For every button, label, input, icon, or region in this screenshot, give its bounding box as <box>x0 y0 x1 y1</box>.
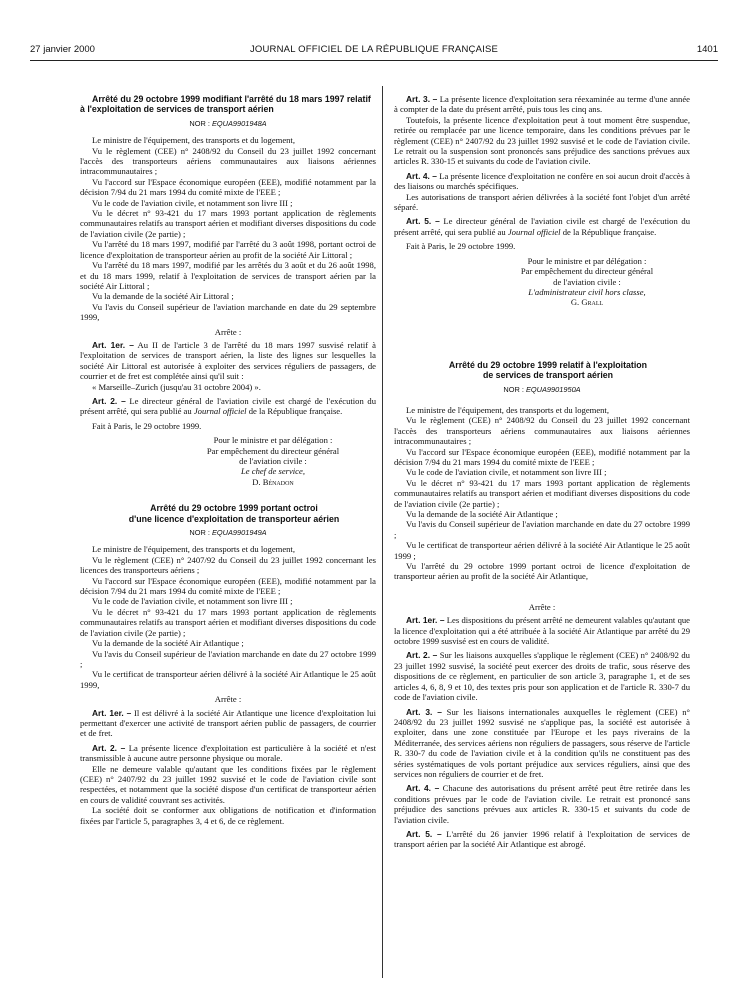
nor-reference: NOR : EQUA9901948A <box>189 118 267 128</box>
article-3: Art. 3. – La présente licence d'exploitation sera réexaminée au terme d'une année à compter de la date du présent arrêté, puis tous les cinq ans. <box>394 94 690 115</box>
paragraph: Vu l'accord sur l'Espace économique européen (EEE), modifié notamment par la décision 7/94 du 21 mars 1994 du comité mixte de l'EEE ; <box>80 575 376 597</box>
decree-services-air-atlantique <box>394 360 690 850</box>
done-at: Fait à Paris, le 29 octobre 1999. <box>406 241 516 252</box>
done-at: Fait à Paris, le 29 octobre 1999. <box>92 420 202 431</box>
article-5: Art. 5. – Le directeur général de l'aviation civile est chargé de l'exécution du présent arrêté, qui sera publié au Journal officiel de la République française. <box>394 216 690 237</box>
decree-air-littoral <box>80 94 376 487</box>
paragraph: Vu l'arrêté du 18 mars 1997, modifié par l'arrêté du 3 août 1998, portant octroi de licence d'exploitation de transporteur aérien au profit de la société Air Littoral ; <box>80 239 376 260</box>
page-number: 1401 <box>696 44 718 55</box>
paragraph: Vu l'accord sur l'Espace économique européen (EEE), modifié notamment par la décision 7/94 du 21 mars 1994 du comité mixte de l'EEE ; <box>394 446 690 467</box>
paragraph: La société doit se conformer aux obligations de notification et d'information fixées par l'article 5, paragraphes 3, 4 et 6, de ce règlement. <box>80 805 376 826</box>
nor-reference: NOR : EQUA9901949A <box>189 528 267 538</box>
left-column <box>80 94 376 826</box>
decree-title-line-2: de services de transport aérien <box>482 370 614 381</box>
signatory-name: G. Grall <box>570 297 604 308</box>
signature-line: Pour le ministre et par délégation : <box>527 255 647 266</box>
paragraph: Vu l'avis du Conseil supérieur de l'aviation marchande en date du 27 octobre 1999 ; <box>394 519 690 540</box>
journal-title: JOURNAL OFFICIEL DE LA RÉPUBLIQUE FRANÇAISE <box>249 44 499 55</box>
decree-licence-air-atlantique <box>80 503 376 826</box>
decree-title-line-2: d'une licence d'exploitation de transporteur aérien <box>128 513 340 524</box>
paragraph: Vu l'avis du Conseil supérieur de l'aviation marchande en date du 29 septembre 1999, <box>80 301 376 323</box>
header-rule <box>30 60 718 61</box>
signature-line: de l'aviation civile : <box>239 456 307 466</box>
decree-title: Arrêté du 29 octobre 1999 modifiant l'arrêté du 18 mars 1997 relatif à l'exploitation de services de transport aérien <box>80 94 371 115</box>
paragraph: Vu le décret n° 93-421 du 17 mars 1993 portant application de règlements communautaires relatifs au transport aérien et modifiant diverses dispositions du code de l'aviation civile (2e partie) ; <box>80 606 376 638</box>
paragraph: Vu le règlement (CEE) n° 2408/92 du Conseil du 23 juillet 1992 concernant l'accès des transporteurs aériens communautaires aux liaisons aériennes intracommunautaires ; <box>80 145 376 177</box>
page-header <box>30 44 718 58</box>
signature-title: Le chef de service, <box>241 466 305 477</box>
signatory-name: D. Bénadon <box>252 476 294 487</box>
signature-line: de l'aviation civile : <box>553 276 621 287</box>
article-4: Art. 4. – Chacune des autorisations du présent arrêté peut être retirée dans les conditions prévues par le code de l'aviation civile. Le retrait est prononcé sans préjudice des sanctions prévues aux articles R. 330-15 et suivants du code de l'aviation civile. <box>394 783 690 825</box>
article-5: Art. 5. – L'arrêté du 26 janvier 1996 relatif à l'exploitation de services de transport aérien par la société Air Atlantique est abrogé. <box>394 828 690 850</box>
column-divider <box>382 86 383 978</box>
signature-line: Par empêchement du directeur général <box>520 266 654 277</box>
article-2: Art. 2. – Le directeur général de l'aviation civile est chargé de l'exécution du présent arrêté, qui sera publié au Journal officiel de la République française. <box>80 395 376 417</box>
arrete-label: Arrête : <box>214 694 242 705</box>
decree-title: Arrêté du 29 octobre 1999 portant octroi <box>150 503 318 514</box>
paragraph: Vu le certificat de transporteur aérien délivré à la société Air Atlantique le 25 août 1999 ; <box>394 540 690 561</box>
paragraph: Vu l'arrêté du 29 octobre 1999 portant octroi de licence d'exploitation de transporteur aérien au profit de la société Air Atlantique, <box>394 561 690 582</box>
arrete-label: Arrête : <box>528 601 556 612</box>
paragraph: Toutefois, la présente licence d'exploitation peut à tout moment être suspendue, retirée ou remplacée par une licence temporaire, dans les conditions prévues par le règlement (CEE) n° 2407/92 du 23 juillet 1992 susvisé et le code de l'aviation civile. Le retrait ou la suspension sont prononcés sans préjudice des sanctions prévues aux articles R. 330-15 et suivants du code de l'aviation civile. <box>394 114 690 167</box>
paragraph: Vu le code de l'aviation civile, et notamment son livre III ; <box>92 197 293 208</box>
article-3: Art. 3. – Sur les liaisons internationales auxquelles le règlement (CEE) n° 2408/92 du 23 juillet 1992 susvisé ne s'applique pas, la société est autorisée à exploiter, dans une zone constituée par l'Europe et les pays riverains de la Méditerranée, des services aériens non réguliers de passagers, sous réserve de l'article R. 330-7 du code de l'aviation civile et à la condition qu'ils ne constituent pas des séries systématiques de vols portant préjudice aux services réguliers, ainsi que des services non réguliers de courrier et de fret. <box>394 706 690 779</box>
paragraph: Vu le code de l'aviation civile, et notamment son livre III ; <box>406 467 607 478</box>
article-1: Art. 1er. – Il est délivré à la société Air Atlantique une licence d'exploitation lui permettant d'exercer une activité de transport aérien public de passagers, de courrier et de fret. <box>80 707 376 739</box>
paragraph: Vu le certificat de transporteur aérien délivré à la société Air Atlantique le 25 août 1999, <box>80 669 376 690</box>
paragraph: Vu le décret n° 93-421 du 17 mars 1993 portant application de règlements communautaires relatifs au transport aérien et modifiant diverses dispositions du code de l'aviation civile (2e partie) ; <box>80 208 376 239</box>
paragraph: Vu le décret n° 93-421 du 17 mars 1993 portant application de règlements communautaires relatifs au transport aérien et modifiant diverses dispositions du code de l'aviation civile (2e partie) ; <box>394 477 690 509</box>
paragraph: Le ministre de l'équipement, des transports et du logement, <box>92 544 295 555</box>
signature-line: Pour le ministre et par délégation : <box>213 435 333 446</box>
nor-reference: NOR : EQUA9901950A <box>503 384 581 394</box>
article-4: Art. 4. – La présente licence d'exploitation ne confère en soi aucun droit d'accès à des liaisons ou marchés spécifiques. <box>394 170 690 192</box>
paragraph: « Marseille–Zurich (jusqu'au 31 octobre 2004) ». <box>92 381 261 392</box>
paragraph: Les autorisations de transport aérien délivrées à la société font l'objet d'un arrêté séparé. <box>394 191 690 213</box>
decree-licence-continued <box>394 94 690 308</box>
paragraph: Vu la demande de la société Air Atlantique ; <box>406 509 558 519</box>
arrete-label: Arrête : <box>214 326 242 337</box>
article-1: Art. 1er. – Les dispositions du présent arrêté ne demeurent valables qu'autant que la licence d'exploitation qui a été attribuée à la société Air Atlantique par arrêté du 29 octobre 1999 susvisé est en cours de validité. <box>394 615 690 647</box>
paragraph: Vu le code de l'aviation civile, et notamment son livre III ; <box>92 596 293 607</box>
article-2: Art. 2. – Sur les liaisons auxquelles s'applique le règlement (CEE) n° 2408/92 du 23 juillet 1992 susvisé, la société peut exercer des droits de trafic, sous réserve des dispositions de ce règlement, en particulier de son article 3, paragraphe 1, et de ses articles 4, 6, 8, 9 et 10, des textes pris pour son application et de l'article R. 330-7 du code de l'aviation civile. <box>394 650 690 703</box>
paragraph: Vu la demande de la société Air Littoral ; <box>92 291 234 302</box>
paragraph: Vu le règlement (CEE) n° 2408/92 du Conseil du 23 juillet 1992 concernant l'accès des transporteurs aériens communautaires aux liaisons aériennes intracommunautaires ; <box>394 415 690 447</box>
paragraph: Elle ne demeure valable qu'autant que les conditions fixées par le règlement (CEE) n° 2407/92 du 23 juillet 1992 susvisé et le code de l'aviation civile sont respectées, et notamment que la société dispose d'un certificat de transporteur aérien en cours de validité couvrant ses activités. <box>80 763 376 805</box>
article-2: Art. 2. – La présente licence d'exploitation est particulière à la société et n'est transmissible à aucune autre personne physique ou morale. <box>80 742 376 764</box>
paragraph: Vu l'accord sur l'Espace économique européen (EEE), modifié notamment par la décision 7/94 du 21 mars 1994 du comité mixte de l'EEE ; <box>80 176 376 198</box>
paragraph: Vu le règlement (CEE) n° 2407/92 du Conseil du 23 juillet 1992 concernant les licences des transporteurs aériens ; <box>80 554 376 576</box>
article-1: Art. 1er. – Au II de l'article 3 de l'arrêté du 18 mars 1997 susvisé relatif à l'exploitation de services de transport aérien, la liste des lignes sur lesquelles la société Air Littoral est autorisée à exploiter des services réguliers de passagers, de courrier et de fret est complétée ainsi qu'il suit : <box>80 339 376 382</box>
paragraph: Vu l'arrêté du 18 mars 1997, modifié par les arrêtés du 3 août et du 26 août 1998, et du 18 mars 1999, relatif à l'exploitation de services de transport aérien par la société Air Littoral ; <box>80 260 376 291</box>
signature-line: Par empêchement du directeur général <box>206 445 340 456</box>
right-column <box>394 94 690 850</box>
paragraph: Vu la demande de la société Air Atlantique ; <box>92 638 244 649</box>
header-date: 27 janvier 2000 <box>30 44 95 55</box>
signature-title: L'administrateur civil hors classe, <box>528 286 646 297</box>
paragraph: Vu l'avis du Conseil supérieur de l'aviation marchande en date du 27 octobre 1999 ; <box>80 648 376 669</box>
paragraph: Le ministre de l'équipement, des transports et du logement, <box>92 135 295 146</box>
decree-title: Arrêté du 29 octobre 1999 relatif à l'exploitation <box>448 359 648 370</box>
paragraph: Le ministre de l'équipement, des transports et du logement, <box>406 404 609 415</box>
